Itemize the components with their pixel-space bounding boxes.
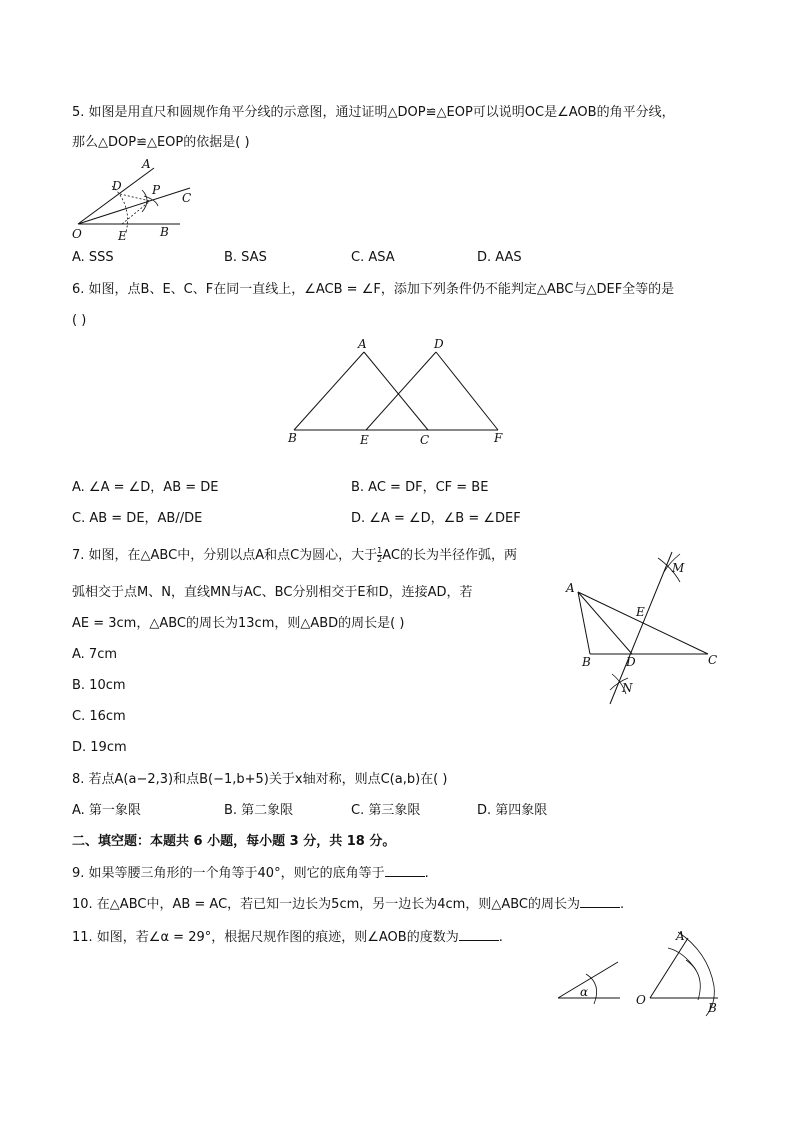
q7-stem-line3: AE = 3cm，△ABC的周长为13cm，则△ABD的周长是( ) [72,616,405,631]
q8-option-a[interactable]: A. 第一象限 [72,803,141,818]
q5-stem-line2: 那么△DOP≌△EOP的依据是( ) [72,135,250,150]
q10-text: 10. 在△ABC中，AB = AC，若已知一边长为5cm，另一边长为4cm，则△ABC的周长为 [72,897,580,912]
q6-option-d[interactable]: D. ∠A = ∠D，∠B = ∠DEF [351,511,521,526]
q9-end: . [424,866,429,881]
q6-option-c[interactable]: C. AB = DE，AB//DE [72,511,203,526]
q11-answer-blank[interactable] [459,928,499,941]
q7-label-n: N [622,681,633,695]
q5-stem-line1: 5. 如图是用直尺和圆规作角平分线的示意图，通过证明△DOP≌△EOP可以说明OC是∠AOB的角平分线， [72,105,675,120]
q6-figure [284,334,514,450]
q5-figure [72,158,202,244]
q6-label-c: C [420,433,430,447]
q7-figure [560,544,730,706]
q6-label-b: B [288,431,297,445]
q11-label-a: A [676,929,685,943]
q7-fraction-denominator: 2 [377,555,383,564]
q11-text: 11. 如图，若∠α = 29°，根据尺规作图的痕迹，则∠AOB的度数为 [72,930,459,945]
q10-stem [72,895,624,914]
q5-option-d[interactable]: D. AAS [477,250,522,265]
q6-option-a[interactable]: A. ∠A = ∠D，AB = DE [72,480,219,495]
q5-label-o: O [72,227,82,241]
q7-stem-part2: AC的长为半径作弧，两 [382,548,518,563]
q6-label-f: F [494,431,503,445]
q7-option-d[interactable]: D. 19cm [72,740,127,755]
q10-end: . [620,897,625,912]
q11-stem [72,928,503,947]
q5-label-c: C [182,191,192,205]
q5-label-p: P [152,183,161,197]
q11-label-o: O [636,993,646,1007]
q7-stem-line2: 弧相交于点M、N，直线MN与AC、BC分别相交于E和D，连接AD，若 [72,585,473,600]
q11-label-b: B [708,1001,717,1015]
q9-answer-blank[interactable] [385,864,425,877]
q6-stem-line2: ( ) [72,313,87,328]
q11-figure-aob [632,928,732,1020]
q7-label-e: E [636,605,645,619]
q8-option-b[interactable]: B. 第二象限 [224,803,294,818]
q7-label-b: B [582,655,591,669]
q9-stem [72,864,429,883]
q7-stem-line1 [72,547,517,565]
q6-label-d: D [434,337,444,351]
q7-label-c: C [708,653,718,667]
q8-stem: 8. 若点A(a−2,3)和点B(−1,b+5)关于x轴对称，则点C(a,b)在( ) [72,772,448,787]
q7-stem-part1: 7. 如图，在△ABC中，分别以点A和点C为圆心，大于 [72,548,378,563]
q5-label-a: A [142,157,151,171]
q5-label-b: B [160,225,169,239]
q10-answer-blank[interactable] [580,895,620,908]
q5-label-d: D [112,179,122,193]
q7-fraction-numerator: 1 [377,546,383,555]
q5-option-b[interactable]: B. SAS [224,250,267,265]
q6-stem-line1: 6. 如图，点B、E、C、F在同一直线上，∠ACB = ∠F，添加下列条件仍不能判定△ABC与△DEF全等的是 [72,282,675,297]
q5-label-e: E [118,229,127,243]
q7-option-c[interactable]: C. 16cm [72,709,126,724]
q8-option-d[interactable]: D. 第四象限 [477,803,548,818]
q6-label-e: E [360,433,369,447]
q5-option-c[interactable]: C. ASA [351,250,395,265]
q11-end: . [498,930,503,945]
q7-label-a: A [566,581,575,595]
q6-option-b[interactable]: B. AC = DF，CF = BE [351,480,489,495]
q8-option-c[interactable]: C. 第三象限 [351,803,421,818]
q11-figure-alpha [556,958,626,1004]
q9-text: 9. 如果等腰三角形的一个角等于40°，则它的底角等于 [72,866,385,881]
q6-label-a: A [358,337,367,351]
q7-label-d: D [626,655,636,669]
q5-option-a[interactable]: A. SSS [72,250,114,265]
q7-option-a[interactable]: A. 7cm [72,647,118,662]
q11-label-alpha: α [580,985,589,999]
q7-label-m: M [672,561,685,575]
section-heading-fill-in: 二、填空题：本题共 6 小题，每小题 3 分，共 18 分。 [72,834,396,849]
q7-option-b[interactable]: B. 10cm [72,678,126,693]
